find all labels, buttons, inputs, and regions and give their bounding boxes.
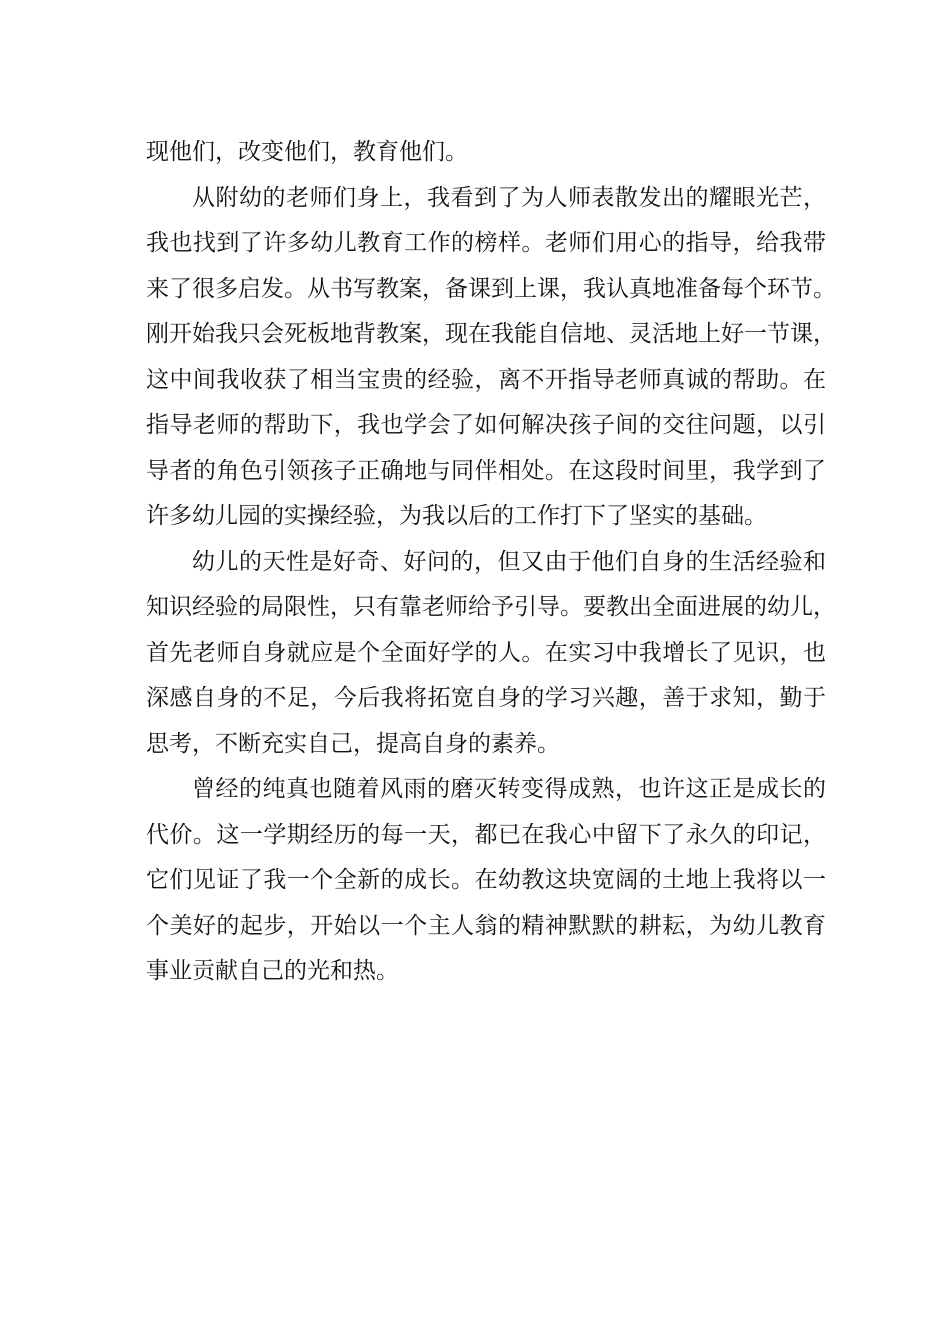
text-line: 事业贡献自己的光和热。 xyxy=(146,958,399,984)
text-line: 刚开始我只会死板地背教案，现在我能自信地、灵活地上好一节课， xyxy=(146,321,836,347)
text-line: 曾经的纯真也随着风雨的磨灭转变得成熟，也许这正是成长的 xyxy=(192,776,826,802)
text-line: 深感自身的不足，今后我将拓宽自身的学习兴趣，善于求知，勤于 xyxy=(146,685,826,711)
text-line: 首先老师自身就应是个全面好学的人。在实习中我增长了见识，也 xyxy=(146,639,826,666)
text-line: 代价。这一学期经历的每一天，都已在我心中留下了永久的印记， xyxy=(146,821,826,848)
text-line: 知识经验的局限性，只有靠老师给予引导。要教出全面进展的幼儿， xyxy=(146,594,836,620)
text-line: 从附幼的老师们身上，我看到了为人师表散发出的耀眼光芒， xyxy=(192,184,826,211)
text-line: 个美好的起步，开始以一个主人翁的精神默默的耕耘，为幼儿教育 xyxy=(146,912,826,939)
text-line: 指导老师的帮助下，我也学会了如何解决孩子间的交往问题，以引 xyxy=(146,412,826,438)
text-line: 许多幼儿园的实操经验，为我以后的工作打下了坚实的基础。 xyxy=(146,503,767,529)
text-line: 幼儿的天性是好奇、好问的，但又由于他们自身的生活经验和 xyxy=(192,548,826,575)
text-line: 现他们，改变他们，教育他们。 xyxy=(146,139,468,165)
text-line: 我也找到了许多幼儿教育工作的榜样。老师们用心的指导，给我带 xyxy=(146,230,826,256)
body-text xyxy=(146,130,836,995)
text-line: 它们见证了我一个全新的成长。在幼教这块宽阔的土地上我将以一 xyxy=(146,867,826,893)
text-line: 导者的角色引领孩子正确地与同伴相处。在这段时间里，我学到了 xyxy=(146,457,826,484)
text-line: 这中间我收获了相当宝贵的经验，离不开指导老师真诚的帮助。在 xyxy=(146,366,826,393)
text-line: 来了很多启发。从书写教案，备课到上课，我认真地准备每个环节。 xyxy=(146,275,836,302)
text-line: 思考，不断充实自己，提高自身的素养。 xyxy=(146,730,560,757)
